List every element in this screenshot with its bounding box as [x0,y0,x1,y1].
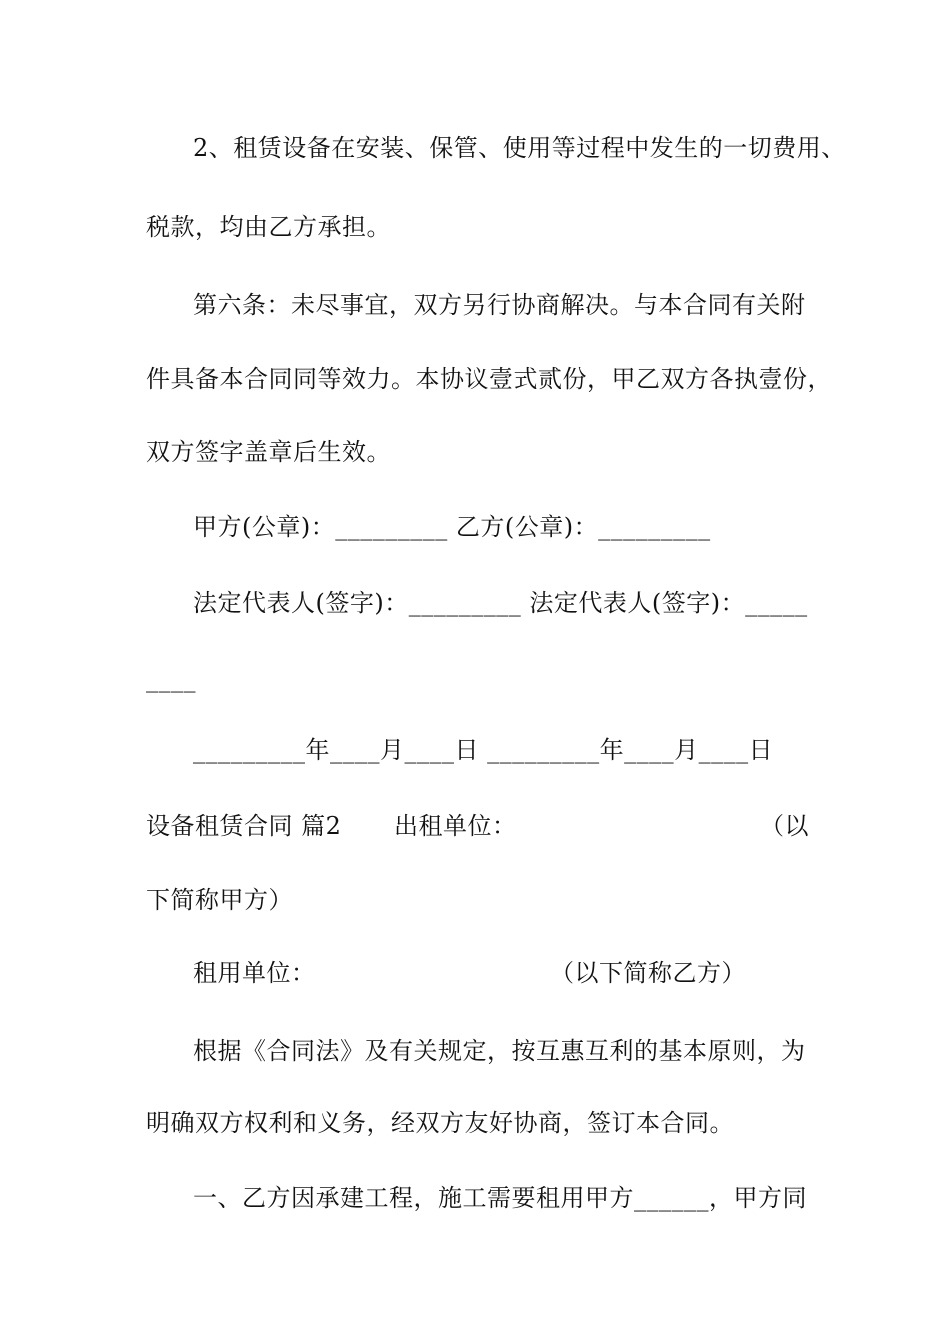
lessor-abbrev-end: 下简称甲方） [146,886,293,914]
section-title: 设备租赁合同 篇2 [146,812,342,840]
signature-line-continuation: ____ [146,665,196,693]
paragraph-line: 第六条：未尽事宜，双方另行协商解决。与本合同有关附 [193,291,806,319]
paragraph-line: 税款，均由乙方承担。 [146,213,391,241]
paragraph-line: 明确双方权利和义务，经双方友好协商，签订本合同。 [146,1109,734,1137]
paragraph-line: 件具备本合同同等效力。本协议壹式贰份，甲乙双方各执壹份， [146,365,832,393]
lessee-label: 租用单位： [193,959,316,987]
paragraph-line: 双方签字盖章后生效。 [146,438,391,466]
signature-line-seal: 甲方(公章)：_________ 乙方(公章)：_________ [193,513,711,541]
signature-line-representative: 法定代表人(签字)：_________ 法定代表人(签字)：_____ [193,589,808,617]
date-line: _________年____月____日 _________年____月____日 [193,736,774,764]
paragraph-line: 一、乙方因承建工程，施工需要租用甲方______，甲方同 [193,1184,807,1212]
lessor-abbrev-start: （以 [760,812,809,840]
lessor-label: 出租单位： [394,812,517,840]
lessee-abbrev: （以下简称乙方） [550,959,746,987]
paragraph-line: 2、租赁设备在安装、保管、使用等过程中发生的一切费用、 [193,134,846,162]
paragraph-line: 根据《合同法》及有关规定，按互惠互利的基本原则，为 [193,1037,806,1065]
